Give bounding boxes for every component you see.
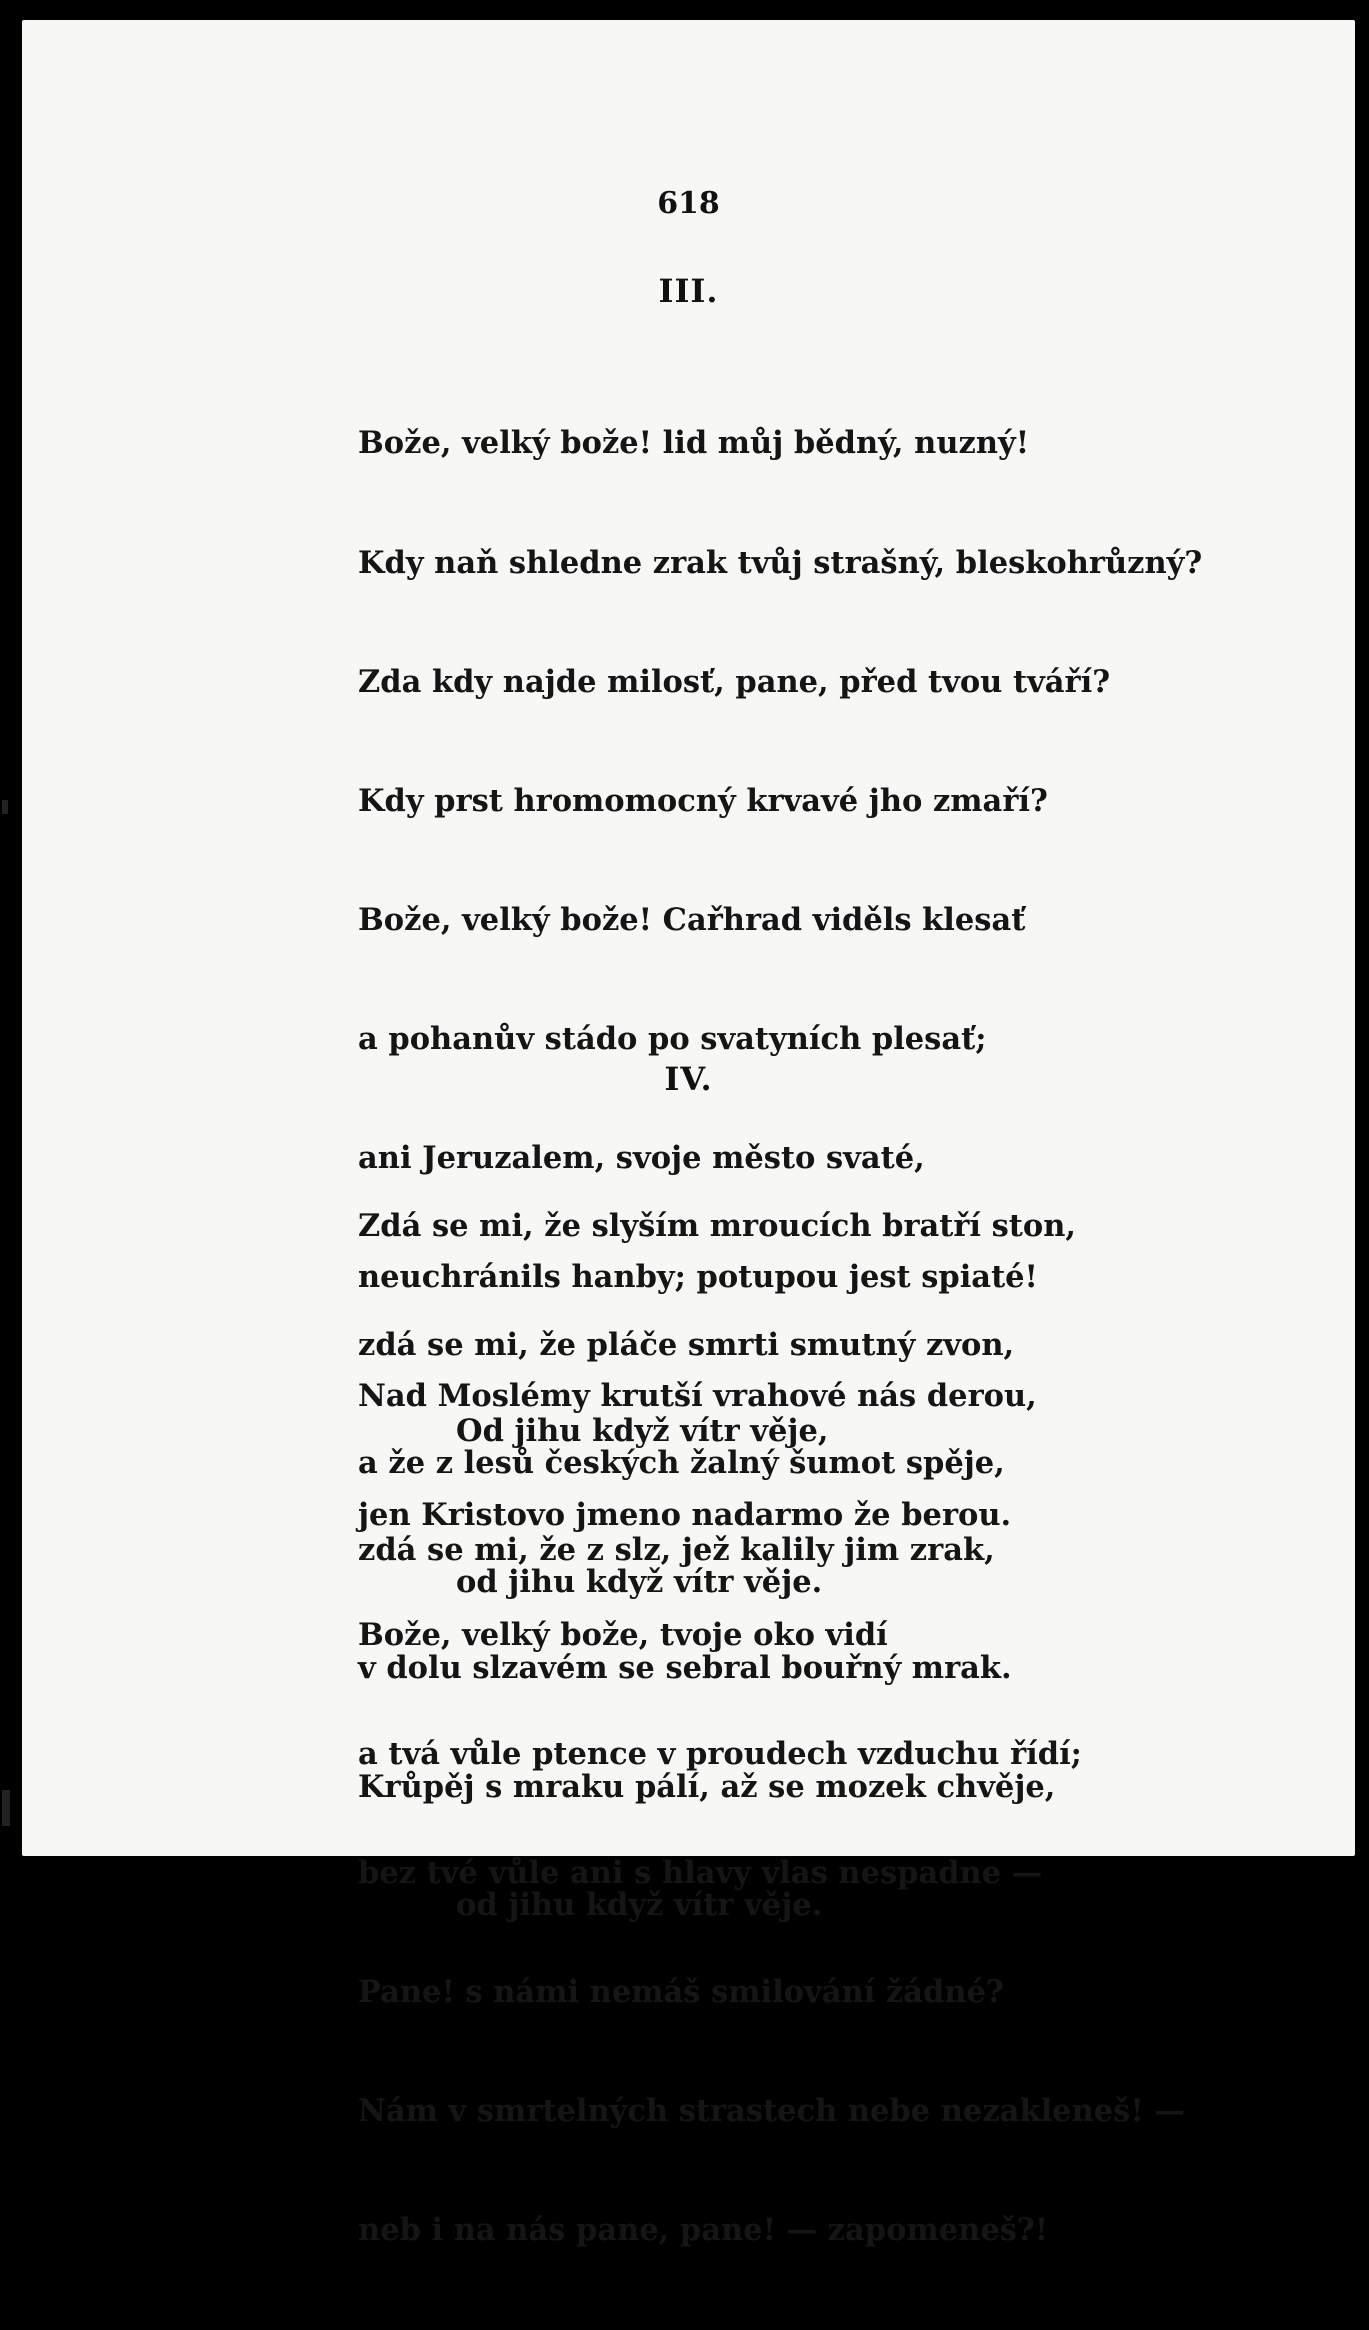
poem-line: Kdy prst hromomocný krvavé jho zmaří?: [358, 782, 1048, 819]
poem-line: v dolu slzavém se sebral bouřný mrak.: [358, 1650, 1012, 1686]
poem-line: Kdy naň shledne zrak tvůj strašný, bleskohrůzný?: [358, 544, 1203, 581]
poem-refrain-line: od jihu když vítr věje.: [456, 1887, 823, 1923]
poem-line: Nám v smrtelných strastech nebe nezakleneš! —: [358, 2092, 1185, 2129]
poem-line: Nad Moslémy krutší vrahové nás derou,: [358, 1378, 1037, 1415]
section-heading-iv: IV.: [664, 1060, 713, 1098]
section-heading-iii: III.: [658, 272, 719, 310]
poem-line: Krůpěj s mraku pálí, až se mozek chvěje,: [358, 1768, 1056, 1805]
poem-line: bez tvé vůle ani s hlavy vlas nespadne —: [358, 1854, 1043, 1891]
poem-line: a pohanův stádo po svatyních plesať;: [358, 1020, 987, 1057]
poem-line: Zda kdy najde milosť, pane, před tvou tváří?: [358, 663, 1111, 700]
poem-line: Bože, velký bože! Cařhrad viděls klesať: [358, 901, 1026, 938]
poem-refrain-line: Od jihu když vítr věje,: [456, 1413, 829, 1449]
poem-line: zdá se mi, že z slz, jež kalily jim zrak,: [358, 1531, 995, 1568]
poem-line: Bože, velký bože! lid můj bědný, nuzný!: [358, 425, 1030, 462]
poem-line: zdá se mi, že pláče smrti smutný zvon,: [358, 1326, 1015, 1363]
poem-line: Bože, velký bože, tvoje oko vidí: [358, 1616, 888, 1653]
scan-edge-mark: [2, 800, 8, 814]
poem-refrain-line: od jihu když vítr věje.: [456, 1563, 823, 1600]
poem-line: neuchránils hanby; potupou jest spiaté!: [358, 1259, 1038, 1296]
book-page: [22, 20, 1355, 2249]
poem-stanza-iv-2: [358, 1333, 1055, 2005]
poem-line: neb i na nás pane, pane! — zapomeneš?!: [358, 2212, 1049, 2249]
page-number: 618: [657, 186, 720, 221]
poem-line: ani Jeruzalem, svoje město svaté,: [358, 1140, 925, 1177]
poem-line: a že z lesů českých žalný šumot spěje,: [358, 1445, 1005, 1481]
scan-edge-mark: [2, 1790, 10, 1826]
poem-line: jen Kristovo jmeno nadarmo že berou.: [358, 1497, 1012, 1534]
poem-line: Pane! s námi nemáš smilování žádné?: [358, 1973, 1004, 2010]
poem-line: Zdá se mi, že slyším mroucích bratří ston,: [358, 1208, 1077, 1244]
poem-line: a tvá vůle ptence v proudech vzduchu řídí;: [358, 1735, 1082, 1772]
